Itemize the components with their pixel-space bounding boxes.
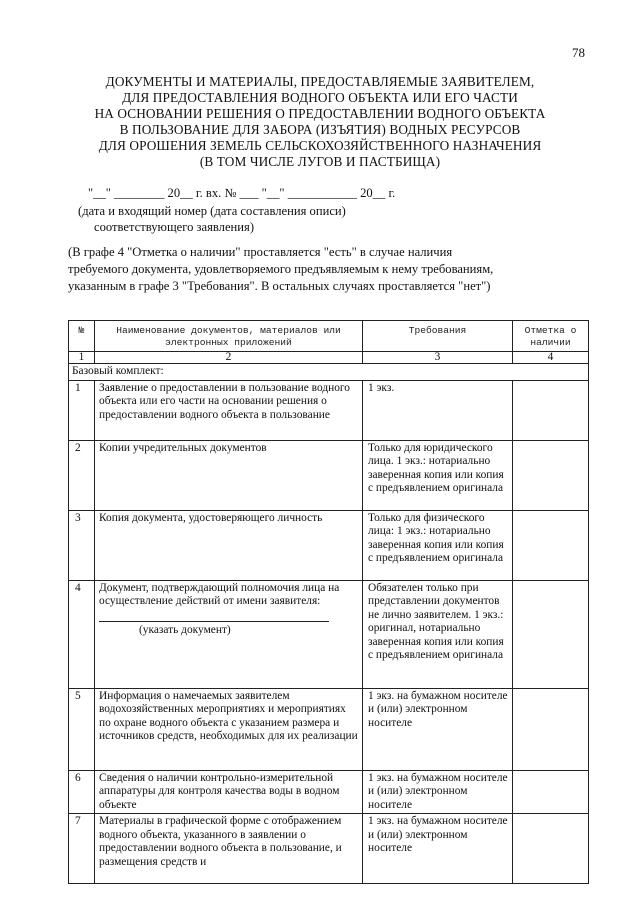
row-requirements: Только для юридического лица. 1 экз.: нотариально заверенная копия или копия с предъявлением оригинала [363,440,513,510]
row-document-name: Копии учредительных документов [95,440,363,510]
row-document-name: Заявление о предоставлении в пользование водного объекта или его части на основании решения о предоставлении водного объекта в пользование [95,380,363,440]
row-presence-mark[interactable] [513,580,589,688]
documents-table [68,320,589,884]
row-number: 3 [69,510,95,580]
row-presence-mark[interactable] [513,440,589,510]
base-set-row [69,364,589,381]
title-line: (В ТОМ ЧИСЛЕ ЛУГОВ И ПАСТБИЩА) [199,154,441,169]
title-line: ДЛЯ ОРОШЕНИЯ ЗЕМЕЛЬ СЕЛЬСКОХОЗЯЙСТВЕННОГО НАЗНАЧЕНИЯ [98,138,542,153]
header-presence-mark: Отметка о наличии [513,321,589,352]
row-presence-mark[interactable] [513,688,589,770]
registration-dates-line: "__" ________ 20__ г. вх. № ___ "__" ___________ 20__ г. [88,186,396,200]
row-requirements: 1 экз. на бумажном носителе и (или) электронном носителе [363,688,513,770]
row-number: 2 [69,440,95,510]
row-presence-mark[interactable] [513,814,589,884]
instruction-note [68,244,568,295]
column-number: 1 [69,352,95,364]
column-number: 4 [513,352,589,364]
table-row [69,814,589,884]
table-row [69,510,589,580]
column-number: 3 [363,352,513,364]
column-numbers-row [69,352,589,364]
note-line: указанным в графе 3 "Требования". В остальных случаях проставляется "нет") [68,279,491,293]
note-line: (В графе 4 "Отметка о наличии" проставляется "есть" в случае наличия [68,245,453,259]
registration-caption: (дата и входящий номер (дата составления описи) [78,204,346,218]
table-row [69,440,589,510]
row-number: 4 [69,580,95,688]
row-document-name: Копия документа, удостоверяющего личность [95,510,363,580]
row-requirements: 1 экз. [363,380,513,440]
row-number: 5 [69,688,95,770]
row-requirements: Только для физического лица: 1 экз.: нотариально заверенная копия или копия с предъявлением оригинала [363,510,513,580]
row-number: 1 [69,380,95,440]
table-row [69,380,589,440]
row-number: 6 [69,770,95,814]
row-requirements: 1 экз. на бумажном носителе и (или) электронном носителе [363,770,513,814]
row-requirements: 1 экз. на бумажном носителе и (или) электронном носителе [363,814,513,884]
row-document-name: Информация о намечаемых заявителем водохозяйственных мероприятиях и мероприятиях по охране водного объекта с указанием размера и источников средств, необходимых для их реализации [95,688,363,770]
table-row [69,770,589,814]
title-line: ДОКУМЕНТЫ И МАТЕРИАЛЫ, ПРЕДОСТАВЛЯЕМЫЕ ЗАЯВИТЕЛЕМ, [105,74,535,89]
header-number: № [69,321,95,352]
row-document-name: Материалы в графической форме с отображением водного объекта, указанного в заявлении о предоставлении водного объекта в пользование, и размещения средств и [95,814,363,884]
column-number: 2 [95,352,363,364]
row-presence-mark[interactable] [513,380,589,440]
base-set-label: Базовый комплект: [69,364,589,381]
registration-caption-continued: соответствующего заявления) [94,220,255,234]
document-title [60,74,580,170]
header-requirements: Требования [363,321,513,352]
page-number: 78 [572,45,585,60]
row-presence-mark[interactable] [513,510,589,580]
title-line: НА ОСНОВАНИИ РЕШЕНИЯ О ПРЕДОСТАВЛЕНИИ ВОДНОГО ОБЪЕКТА [94,106,546,121]
table-header-row [69,321,589,352]
row-document-name-cell [95,580,363,688]
row-requirements: Обязателен только при представлении документов не лично заявителем. 1 экз.: оригинал, нотариально заверенная копия или копия с предъявлением оригинала [363,580,513,688]
row-document-name: Сведения о наличии контрольно-измерительной аппаратуры для контроля качества воды в водном объекте [95,770,363,814]
row-document-name: Документ, подтверждающий полномочия лица на осуществление действий от имени заявителя: [99,581,340,607]
fill-in-line [99,611,329,622]
table-row [69,688,589,770]
table-row [69,580,589,688]
header-name: Наименование документов, материалов или электронных приложений [95,321,363,352]
row-presence-mark[interactable] [513,770,589,814]
row-number: 7 [69,814,95,884]
title-line: В ПОЛЬЗОВАНИЕ ДЛЯ ЗАБОРА (ИЗЪЯТИЯ) ВОДНЫХ РЕСУРСОВ [119,122,521,137]
title-line: ДЛЯ ПРЕДОСТАВЛЕНИЯ ВОДНОГО ОБЪЕКТА ИЛИ ЕГО ЧАСТИ [122,90,518,105]
note-line: требуемого документа, удовлетворяемого предъявляемым к нему требованиям, [68,262,494,276]
row-document-note: (указать документ) [139,623,231,636]
